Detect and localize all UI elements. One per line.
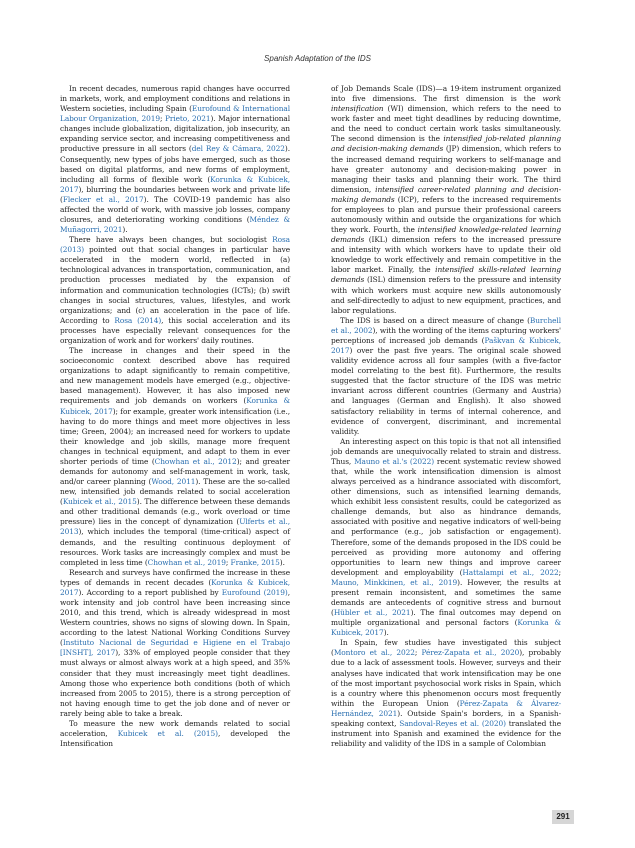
- text: (ISL) dimension refers to the pressure and intensity with which workers must acquire new skills autonomously and self-directedly to adjust to new equipment, practices, and labor regulations.: [331, 275, 561, 315]
- text: recent systematic review showed that, while the work intensification dimension is almost always perceived as a hindrance associated with discomfort, other dimensions, such as intensified learning demands, which exhibit less consistent results, could be categorized as challenge demands, but also as hindrance demands, associated with positive and negative indicators of well-being and performance (e.g., job satisfaction or engagement). Therefore, some of the demands proposed in the IDS could be perceived as providing more autonomy and offering opportunities to learn new things and improve career development and employability (: [331, 456, 561, 577]
- text: ), with the wording of the items capturing workers' perceptions of increased job demands (: [331, 325, 561, 345]
- text: An interesting aspect on this topic is that not all intensified job demands are unequivocally related to strain and distress. Thus,: [331, 436, 561, 466]
- text: ). According to a report published by: [78, 587, 222, 597]
- text: ) over the past five years. The original scale showed validity evidence across all four samples (with a five-factor model correlating to the best fit). Furthermore, the results suggested that the factor structure of the IDS was metric invariant across different countries (Germany and Austria) and languages (German and English). It also showed satisfactory reliability in terms of internal coherence, and evidence of convergent, discriminant, and incremental validity.: [331, 346, 561, 436]
- text: ). The difference between these demands and other traditional demands (e.g., work overload or time pressure) lies in the concept of dynamization (: [60, 497, 290, 527]
- citation-link[interactable]: Mauno, Minkkinen, et al., 2019: [331, 577, 458, 587]
- citation-link[interactable]: Kubicek et al. (2015): [117, 729, 218, 738]
- text: To measure the new work demands related to social acceleration,: [60, 718, 290, 738]
- emphasis: intensified knowledge-related learning demands: [331, 225, 561, 245]
- emphasis: intensified job-related planning and decision-making demands: [331, 134, 561, 154]
- emphasis: work intensification: [331, 94, 561, 114]
- text: ;: [414, 648, 422, 658]
- citation-link[interactable]: Rosa (2014): [114, 315, 162, 325]
- citation-link[interactable]: del Rey & Cámara, 2022: [191, 144, 285, 154]
- text: In Spain, few studies have investigated this subject (: [331, 638, 561, 658]
- right-column: [331, 84, 561, 749]
- text: There have always been changes, but sociologist: [69, 235, 273, 245]
- citation-link[interactable]: Eurofound (2019): [221, 587, 288, 597]
- text: , this social acceleration and its processes have especially relevant consequences for the organization of work and for workers' daily routines.: [60, 315, 290, 345]
- text: Research and surveys have confirmed the increase in these types of demands in recent decades (: [60, 567, 290, 587]
- citation-link[interactable]: Ulferts et al., 2013: [60, 517, 290, 537]
- emphasis: intensified career-related planning and decision-making demands: [331, 184, 561, 204]
- text: ). The final outcomes may depend on multiple organizational and personal factors (: [331, 608, 561, 628]
- text: ;: [558, 567, 561, 577]
- paragraph: [331, 84, 561, 316]
- text: ). The COVID-19 pandemic has also affected the world of work, with massive job losses, company closures, and deteriorating working conditions (: [60, 194, 290, 225]
- paragraph: [60, 84, 290, 235]
- text: ), 33% of employed people consider that they must always or almost always work at a high speed, and 35% consider that they must increasingly meet tight deadlines. Among those who experience both conditions (both of which increased from 2005 to 2015), there is a strong perception of not having enough time to get the job done and of never or rarely being able to take a break.: [60, 648, 290, 718]
- paragraph: [60, 346, 290, 568]
- citation-link[interactable]: Burchell et al., 2002: [331, 315, 561, 335]
- paragraph: [331, 437, 561, 639]
- text: translated the instrument into Spanish and examined the evidence for the reliability and validity of the IDS in a sample of Colombian: [331, 718, 561, 749]
- citation-link[interactable]: Franke, 2015: [230, 557, 280, 567]
- text: The IDS is based on a direct measure of change (: [340, 315, 530, 325]
- citation-link[interactable]: Kubicek et al., 2015: [62, 497, 137, 507]
- citation-link[interactable]: Mauno et al.'s (2022): [354, 456, 435, 466]
- text: ), which includes the temporal (time-critical) aspect of demands, and the resulting continuous deployment of resources. Work tasks are increasingly complex and must be completed in less time (: [60, 527, 290, 567]
- text: ;: [159, 114, 165, 124]
- citation-link[interactable]: Korunka & Kubicek, 2017: [60, 577, 290, 597]
- citation-link[interactable]: Flecker et al., 2017: [62, 194, 144, 204]
- citation-link[interactable]: Chowhan et al., 2019: [147, 557, 226, 567]
- text: (IKL) dimension refers to the increased pressure and intensity with which workers have to update their old knowledge to work effectively and remain competitive in the labor market. Finally, the: [331, 235, 561, 275]
- text: ).: [279, 557, 285, 567]
- paragraph: [60, 235, 290, 346]
- citation-link[interactable]: Hattalampi et al., 2022: [462, 567, 559, 577]
- paragraph: [60, 719, 290, 749]
- citation-link[interactable]: Wood, 2011: [151, 477, 196, 487]
- text: ;: [225, 557, 231, 567]
- paragraph: [331, 316, 561, 437]
- citation-link[interactable]: Instituto Nacional de Seguridad e Higiene en el Trabajo [INSHT], 2017: [60, 638, 290, 658]
- paragraph: [60, 568, 290, 719]
- text: of Job Demands Scale (IDS)—a 19-item instrument organized into five dimensions. The first dimension is the: [331, 84, 561, 104]
- citation-link[interactable]: Korunka & Kubicek, 2017: [60, 174, 290, 194]
- text: ).: [383, 628, 389, 638]
- text: pointed out that social changes in particular have accelerated in the modern world, reflected in (a) technological advances in transportation, communication, and production processes mediated by the expansion of information and communication technologies (ICTs); (b) swift changes in social structures, values, lifestyles, and work organizations; and (c) an acceleration in the pace of life. According to: [60, 245, 290, 325]
- citation-link[interactable]: Rosa (2013): [60, 235, 290, 255]
- text: The increase in changes and their speed in the socioeconomic context described above has required organizations to adapt significantly to remain competitive, and new management models have emerged (e.g., objective-based management). However, it has also imposed new requirements and job demands on workers (: [60, 346, 290, 406]
- text: ). These are the so-called new, intensified job demands related to social acceleration (: [60, 477, 290, 507]
- citation-link[interactable]: Sandoval-Reyes et al. (2020): [399, 718, 506, 728]
- text: ), blurring the boundaries between work and private life (: [60, 184, 290, 204]
- citation-link[interactable]: Korunka & Kubicek, 2017: [60, 396, 291, 416]
- text: ).: [122, 225, 128, 235]
- text: , work intensity and job control have been increasing since 2010, and this trend, which is already widespread in most Western countries, shows no signs of slowing down. In Spain, according to the latest National Working Conditions Survey (: [60, 587, 290, 648]
- citation-link[interactable]: Pérez-Zapata & Álvarez-Hernández, 2021: [331, 698, 561, 718]
- page-number: 291: [552, 810, 574, 824]
- citation-link[interactable]: Méndez & Muñagorri, 2021: [60, 215, 290, 235]
- text: ); and greater demands for autonomy and self-management in work, task, and/or career planning (: [60, 456, 291, 487]
- text: ). Consequently, new types of jobs have emerged, such as those based on digital platforms, and new forms of employment, including all forms of flexible work (: [60, 144, 290, 184]
- emphasis: intensified skills-related learning demands: [331, 265, 561, 285]
- text: ), probably due to a lack of assessment tools. However, surveys and their analyses have indicated that work intensification may be one of the most important psychosocial work risks in Spain, which is a country where this phenomenon occurs most frequently within the European Union (: [331, 648, 561, 708]
- text: ). Major international changes include globalization, digitalization, job insecurity, an expanding service sector, and increasing competitiveness and productive pressure in all sectors (: [60, 114, 291, 154]
- left-column: [60, 84, 290, 749]
- text: (WI) dimension, which refers to the need to work faster and meet tight deadlines by reducing downtime, and the need to conduct certain work tasks simultaneously. The second dimension is the: [331, 104, 561, 144]
- citation-link[interactable]: Paškvan & Kubicek, 2017: [331, 335, 561, 356]
- citation-link[interactable]: Chowhan et al., 2012: [154, 456, 237, 466]
- citation-link[interactable]: Hübler et al., 2021: [333, 608, 411, 618]
- citation-link[interactable]: Eurofound & International Labour Organization, 2019: [60, 104, 290, 124]
- text: In recent decades, numerous rapid changes have occurred in markets, work, and employment conditions and relations in Western societies, including Spain (: [60, 84, 290, 114]
- text: (JP) dimension, which refers to the increased demand requiring workers to self-manage and have greater autonomy and decision-making power in managing their tasks and planning their work. The third dimension,: [331, 144, 561, 194]
- citation-link[interactable]: Pérez-Zapata et al., 2020: [421, 648, 520, 658]
- text: ); for example, greater work intensification (i.e., having to do more things and meet more objectives in less time; Green, 2004); an increased need for workers to update their knowledge and job skills, manage more frequent changes in technical equipment, and adapt to them in ever shorter periods of time (: [60, 406, 290, 466]
- paragraph: [331, 638, 561, 749]
- citation-link[interactable]: Prieto, 2021: [164, 114, 211, 124]
- citation-link[interactable]: Korunka & Kubicek, 2017: [331, 618, 562, 638]
- text: (ICP), refers to the increased requirements for employees to plan and pursue their professional careers autonomously within and outside the organizations for which they work. Fourth, the: [331, 194, 562, 235]
- text: ). Outside Spain's borders, in a Spanish-speaking context,: [331, 708, 561, 728]
- text: ). However, the results at present remain inconsistent, and sometimes the same demands are antecedents of cognitive stress and burnout (: [331, 577, 561, 618]
- citation-link[interactable]: Montoro et al., 2022: [333, 648, 415, 658]
- text: , developed the Intensification: [60, 729, 290, 749]
- running-header: Spanish Adaptation of the IDS: [264, 54, 371, 63]
